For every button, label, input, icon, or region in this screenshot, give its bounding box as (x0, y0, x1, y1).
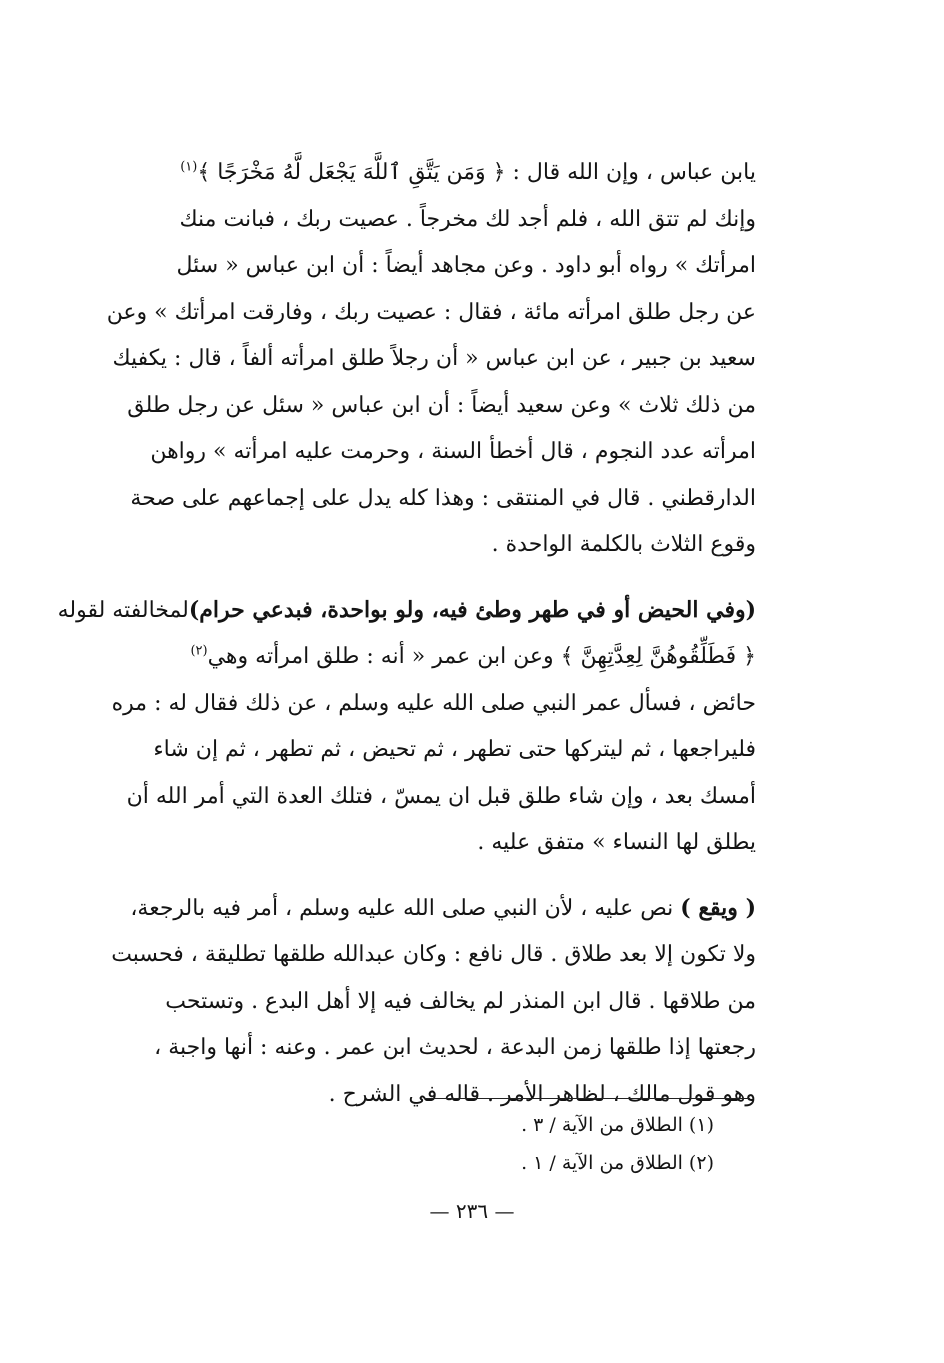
paragraph-3-bold-lead: ( ويقع ) (680, 894, 756, 921)
paragraph-3 (96, 885, 756, 1119)
paragraph-2-bold-lead: (وفي الحيض أو في طهر وطئ فيه، ولو بواحدة، فبدعي حرام) (188, 596, 756, 623)
paragraph-3-line-3: من طلاقها . قال ابن المنذر لم يخالف فيه إلا أهل البدع . وتستحب (165, 988, 756, 1014)
paragraph-2-line-1 (57, 587, 756, 635)
paragraph-2-line-5: أمسك بعد ، وإن شاء طلق قبل ان يمسّ ، فتلك العدة التي أمر الله أن (126, 783, 756, 809)
paragraph-1-line-9: وقوع الثلاث بالكلمة الواحدة . (491, 532, 756, 557)
footnote-1: (١) الطلاق من الآية / ٣ . (521, 1114, 714, 1136)
paragraph-3-line-5: وهو قول مالك ، لظاهر الأمر . قاله في الشرح . (328, 1081, 756, 1107)
paragraph-3-line-2: ولا تكون إلا بعد طلاق . قال نافع : وكان عبدالله طلقها تطليقة ، فحسبت (111, 942, 756, 967)
footnotes (424, 1106, 714, 1182)
paragraph-1-line-6: من ذلك ثلاث » وعن سعيد أيضاً : أن ابن عباس « سئل عن رجل طلق (127, 392, 756, 418)
footnote-ref-2: (٢) (190, 643, 208, 659)
paragraph-2-line-4: فليراجعها ، ثم ليتركها حتى تطهر ، ثم تحيض ، ثم تطهر ، ثم إن شاء (153, 737, 756, 762)
paragraph-1-line-1 (96, 150, 756, 197)
paragraph-1-line-8: الدارقطني . قال في المنتقى : وهذا كله يدل على إجماعهم على صحة (130, 485, 756, 511)
paragraph-2-line-3: حائض ، فسأل عمر النبي صلى الله عليه وسلم ، عن ذلك فقال له : مره (111, 690, 756, 716)
paragraph-1-line-1-text: يابن عباس ، وإن الله قال : ﴿ وَمَن يَتَّقِ ٱللَّهَ يَجْعَل لَّهُ مَخْرَجًا ﴾ (197, 160, 756, 185)
paragraph-1-line-2: وإنك لم تتق الله ، فلم أجد لك مخرجاً . عصيت ربك ، فبانت منك (179, 206, 756, 232)
paragraph-2 (57, 587, 756, 867)
footnote-ref-1: (١) (180, 159, 198, 175)
paragraph-3-line-4: رجعتها إذا طلقها زمن البدعة ، لحديث ابن عمر . وعنه : أنها واجبة ، (154, 1035, 756, 1060)
paragraph-1 (96, 150, 756, 569)
paragraph-1-line-3: امرأتك » رواه أبو داود . وعن مجاهد أيضاً : أن ابن عباس « سئل (176, 253, 756, 278)
paragraph-2-line-2 (96, 634, 756, 681)
page-number: — ٢٣٦ — (429, 1199, 515, 1223)
paragraph-1-line-4: عن رجل طلق امرأته مائة ، فقال : عصيت ربك ، وفارقت امرأتك » وعن (106, 299, 756, 325)
paragraph-1-line-7: امرأته عدد النجوم ، قال أخطأ السنة ، وحرمت عليه امرأته » رواهن (150, 439, 756, 464)
page-body (57, 150, 756, 1118)
paragraph-2-line-6: يطلق لها النساء » متفق عليه . (477, 830, 756, 855)
footnote-2: (٢) الطلاق من الآية / ١ . (521, 1152, 714, 1174)
paragraph-2-line-2-text: ﴿ فَطَلِّقُوهُنَّ لِعِدَّتِهِنَّ ﴾ وعن ابن عمر « أنه : طلق امرأته وهي (207, 644, 756, 669)
paragraph-3-line-1 (96, 885, 756, 933)
paragraph-2-line-1-text: لمخالفته لقوله (57, 597, 189, 623)
paragraph-3-line-1-text: نص عليه ، لأن النبي صلى الله عليه وسلم ، أمر فيه بالرجعة، (130, 895, 674, 921)
footnote-divider (424, 1098, 750, 1099)
paragraph-1-line-5: سعيد بن جبير ، عن ابن عباس « أن رجلاً طلق امرأته ألفاً ، قال : يكفيك (112, 346, 756, 371)
